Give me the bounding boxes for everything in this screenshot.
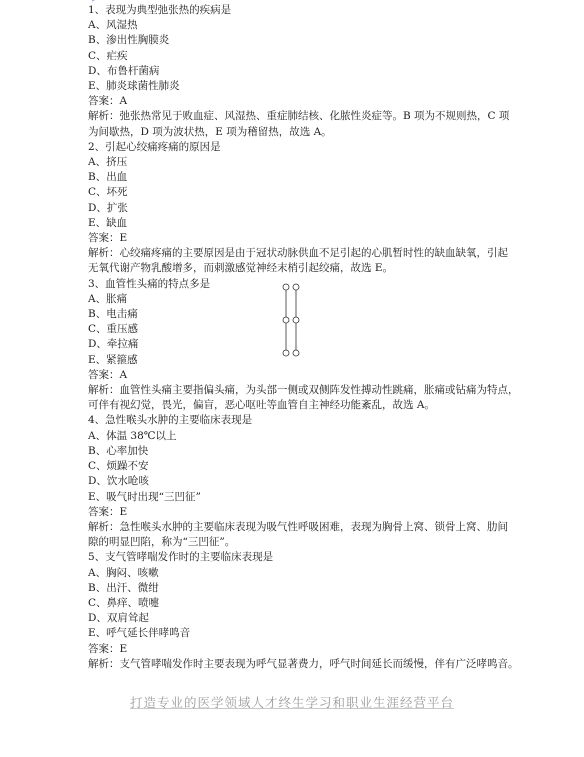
answer-key: 答案：E: [88, 505, 128, 518]
answer-key: 答案：E: [88, 642, 128, 655]
analysis-text: 解析：弛张热常见于败血症、风湿热、重症肺结核、化脓性炎症等。B 项为不规则热，C 项: [88, 110, 510, 123]
question-title: 1、表现为典型弛张热的疾病是: [88, 4, 232, 16]
answer-option: A、体温 38℃以上: [88, 429, 177, 442]
document-body: [88, 0, 519, 672]
answer-option: E、肺炎球菌性肺炎: [88, 80, 180, 93]
answer-option: D、扩张: [88, 201, 128, 214]
answer-option: A、风湿热: [88, 19, 138, 32]
analysis-text: 可伴有视幻觉，畏光，偏盲，恶心呕吐等血管自主神经功能紊乱，故选 A。: [88, 399, 435, 412]
answer-option: C、坏死: [88, 186, 128, 199]
answer-option: E、紧箍感: [88, 353, 138, 366]
question-block: [88, 140, 508, 277]
question-title: 3、血管性头痛的特点多是: [88, 277, 211, 290]
answer-option: A、胸闷、咳嗽: [88, 566, 159, 579]
question-title: 2、引起心绞痛疼痛的原因是: [88, 140, 221, 153]
analysis-text: 为间歇热，D 项为波状热，E 项为稽留热，故选 A。: [88, 125, 332, 138]
answer-option: D、牵拉痛: [88, 338, 139, 351]
answer-option: C、疟疾: [88, 49, 128, 62]
answer-option: E、呼气延长伴哮鸣音: [88, 627, 191, 640]
page-footer: 打造专业的医学领域人才终生学习和职业生涯经营平台: [129, 695, 454, 710]
question-title: 5、支气管哮喘发作时的主要临床表现是: [88, 551, 274, 564]
answer-option: B、出汗、微绀: [88, 581, 159, 594]
answer-key: 答案：E: [88, 232, 128, 245]
analysis-text: 解析：血管性头痛主要指偏头痛，为头部一侧或双侧阵发性搏动性跳痛，胀痛或钻痛为特点，: [88, 384, 519, 397]
analysis-text: 解析：支气管哮喘发作时主要表现为呼气显著费力，呼气时间延长而缓慢，伴有广泛哮鸣音。: [88, 657, 519, 670]
answer-option: B、渗出性胸膜炎: [88, 34, 170, 47]
answer-option: E、缺血: [88, 216, 128, 229]
question-title: 4、急性喉头水肿的主要临床表现是: [88, 414, 253, 427]
analysis-text: 无氧代谢产物乳酸增多，而刺激感觉神经末梢引起绞痛，故选 E。: [88, 262, 394, 275]
answer-option: C、重压感: [88, 323, 139, 336]
answer-option: B、出血: [88, 171, 128, 184]
answer-option: B、心率加快: [88, 444, 149, 457]
question-block: [88, 413, 508, 550]
answer-key: 答案：A: [88, 95, 128, 108]
answer-option: A、胀痛: [88, 292, 128, 305]
analysis-text: 解析：心绞痛疼痛的主要原因是由于冠状动脉供血不足引起的心肌暂时性的缺血缺氧，引起: [88, 247, 508, 260]
question-block: [88, 550, 519, 672]
answer-option: D、饮水呛咳: [88, 475, 149, 488]
analysis-text: 隙的明显凹陷，称为“三凹征”。: [88, 536, 236, 549]
question-block: [88, 3, 510, 140]
answer-option: D、布鲁杆菌病: [88, 64, 160, 77]
answer-option: B、电击痛: [88, 308, 138, 321]
answer-key: 答案：A: [88, 368, 128, 381]
analysis-text: 解析：急性喉头水肿的主要临床表现为吸气性呼吸困难，表现为胸骨上窝、锁骨上窝、肋间: [88, 520, 508, 533]
answer-option: C、烦躁不安: [88, 460, 149, 473]
answer-option: E、吸气时出现“三凹征”: [88, 490, 201, 503]
answer-option: C、鼻痒、喷嚏: [88, 596, 160, 609]
answer-option: D、双肩耸起: [88, 612, 149, 625]
answer-option: A、挤压: [88, 156, 128, 169]
question-block: [88, 277, 519, 414]
